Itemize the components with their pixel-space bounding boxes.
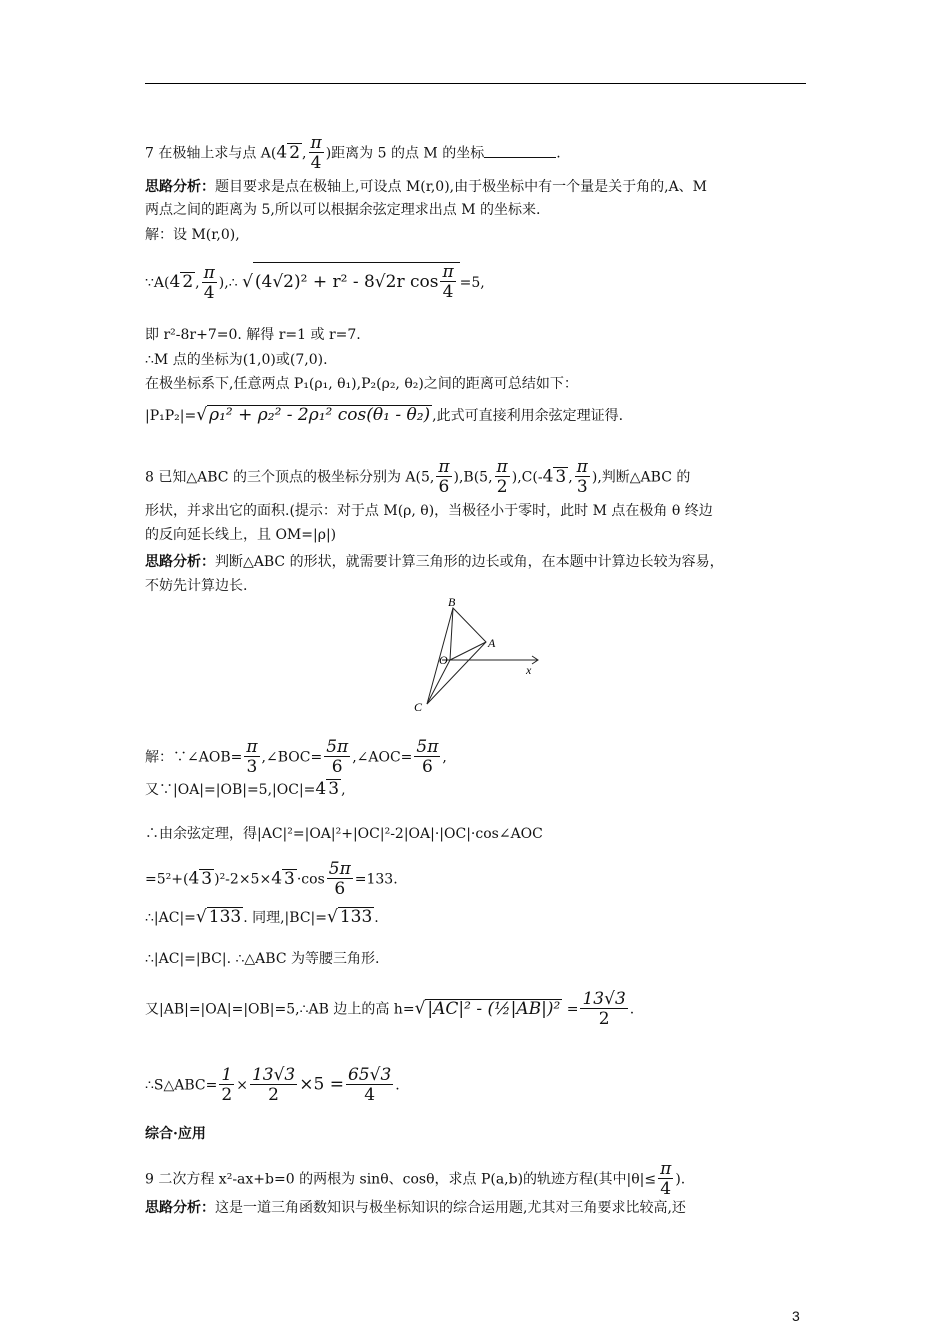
section-heading: 综合·应用 bbox=[145, 1126, 206, 1142]
q8-line2: 形状，并求出它的面积.(提示：对于点 M(ρ, θ)，当极径小于零时，此时 M 点在极角 θ 终边 bbox=[145, 503, 713, 519]
label-b: B bbox=[448, 595, 456, 609]
a7-line4: ∵A(4 2 , $\frac{\pi}{4}$ ),∴ √ (4√2)² + r² - 8√2r cos $\frac{\pi}{4}$ =5, bbox=[145, 262, 485, 303]
label-a: A bbox=[488, 636, 496, 650]
answer-blank bbox=[484, 145, 556, 158]
a7-line7: 在极坐标系下,任意两点 P₁(ρ₁, θ₁),P₂(ρ₂, θ₂)之间的距离可总结如下： bbox=[145, 376, 578, 392]
q9-line: 9 二次方程 x²-ax+b=0 的两根为 sinθ、cosθ，求点 P(a,b)的轨迹方程(其中|θ|≤ $\frac{\pi}{4}$ ). bbox=[145, 1159, 686, 1199]
triangle-abc bbox=[427, 608, 486, 704]
a8-step2: 又∵|OA|=|OB|=5,|OC|=4 3 , bbox=[145, 779, 346, 799]
a8-line1: 思路分析：判断△ABC 的形状，就需要计算三角形的边长或角，在本题中计算边长较为容易， bbox=[145, 554, 724, 570]
a9-line1: 思路分析：这是一道三角函数知识与极坐标知识的综合运用题,尤其对三角要求比较高,还 bbox=[145, 1200, 686, 1216]
a8-step3: ∴由余弦定理，得|AC|²=|OA|²+|OC|²-2|OA|·|OC|·cos∠AOC bbox=[145, 826, 543, 842]
triangle-figure bbox=[408, 594, 548, 712]
a7-line8: |P₁P₂|=√ ρ₁² + ρ₂² - 2ρ₁² cos(θ₁ - θ₂) ,此式可直接利用余弦定理证得. bbox=[145, 405, 624, 425]
a7-line5: 即 r²-8r+7=0. 解得 r=1 或 r=7. bbox=[145, 327, 361, 343]
a8-line2: 不妨先计算边长. bbox=[145, 578, 248, 594]
a8-step8: ∴S△ABC= $\frac{1}{2}$ × $\frac{13√3}{2}$ ×5 = $\frac{65√3}{4}$ . bbox=[145, 1065, 400, 1105]
a8-step5: ∴|AC|=√ 133 . 同理,|BC|=√ 133 . bbox=[145, 907, 379, 927]
q8-line1: 8 已知△ABC 的三个顶点的极坐标分别为 A(5, $\frac{\pi}{6}$ ),B(5, $\frac{\pi}{2}$ ),C(-4 3 , $\frac{\pi}{3}$ ),判断△ABC 的 bbox=[145, 457, 691, 497]
segment-oa bbox=[450, 642, 486, 660]
a8-step7: 又|AB|=|OA|=|OB|=5,∴AB 边上的高 h=√ |AC|² - (½|AB|)² = $\frac{13√3}{2}$ . bbox=[145, 989, 635, 1029]
a7-line2: 两点之间的距离为 5,所以可以根据余弦定理求出点 M 的坐标来. bbox=[145, 202, 541, 218]
label-c: C bbox=[414, 700, 423, 712]
header-rule bbox=[145, 83, 806, 84]
a7-line6: ∴M 点的坐标为(1,0)或(7,0). bbox=[145, 352, 328, 368]
a7-line1: 思路分析：题目要求是点在极轴上,可设点 M(r,0),由于极坐标中有一个量是关于角的,A、M bbox=[145, 179, 708, 195]
label-x: x bbox=[526, 663, 532, 677]
page-number: 3 bbox=[792, 1308, 800, 1324]
a8-step1: 解：∵∠AOB= $\frac{\pi}{3}$ ,∠BOC= $\frac{5\pi}{6}$ ,∠AOC= $\frac{5\pi}{6}$ , bbox=[145, 737, 447, 777]
a8-step6: ∴|AC|=|BC|. ∴△ABC 为等腰三角形. bbox=[145, 951, 380, 967]
q8-line3: 的反向延长线上，且 OM=|ρ|) bbox=[145, 527, 337, 543]
q7-line: 7 在极轴上求与点 A(4 2 , $\frac{\pi}{4}$ )距离为 5 的点 M 的坐标 . bbox=[145, 133, 561, 173]
label-o: O bbox=[439, 653, 448, 667]
a8-step4: =5²+(4 3 )²-2×5×4 3 ·cos $\frac{5\pi}{6}$ =133. bbox=[145, 859, 398, 899]
a7-line3: 解：设 M(r,0), bbox=[145, 227, 240, 243]
